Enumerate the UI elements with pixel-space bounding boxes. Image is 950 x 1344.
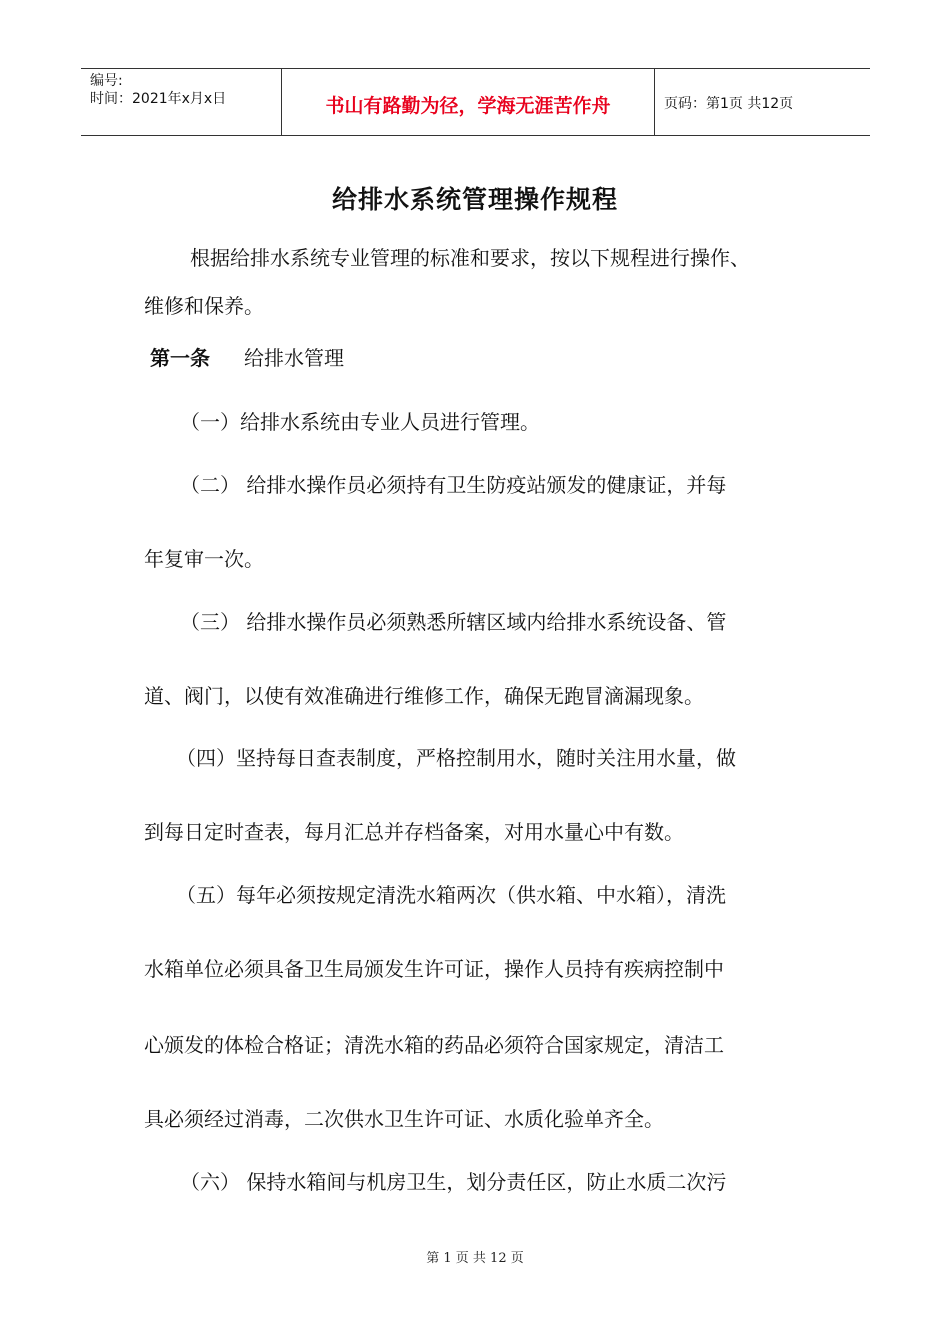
page-footer: 第 1 页 共 12 页 <box>426 1251 524 1266</box>
date-label: 时间：2021年x月x日 <box>90 91 227 107</box>
paragraph-line: （四）坚持每日查表制度，严格控制用水，随时关注用水量，做 <box>176 746 736 770</box>
page-info: 页码：第1页 共12页 <box>664 96 794 112</box>
intro-line-2: 维修和保养。 <box>144 294 264 318</box>
intro-line-1: 根据给排水系统专业管理的标准和要求，按以下规程进行操作、 <box>190 246 750 270</box>
paragraph-line: （六） 保持水箱间与机房卫生，划分责任区，防止水质二次污 <box>180 1170 727 1194</box>
motto-text: 书山有路勤为径，学海无涯苦作舟 <box>325 94 611 117</box>
article-heading <box>150 344 344 372</box>
paragraph-line: 心颁发的体检合格证；清洗水箱的药品必须符合国家规定，清洁工 <box>144 1033 724 1057</box>
header-page-cell <box>655 69 870 135</box>
paragraph-line: （一）给排水系统由专业人员进行管理。 <box>180 410 540 434</box>
header-motto-cell <box>282 69 655 135</box>
paragraph-line: 年复审一次。 <box>144 547 264 571</box>
header-meta-cell <box>81 69 282 135</box>
paragraph-line: （五）每年必须按规定清洗水箱两次（供水箱、中水箱），清洗 <box>176 883 726 907</box>
serial-number-label: 编号: <box>90 73 123 89</box>
paragraph-line: （二） 给排水操作员必须持有卫生防疫站颁发的健康证，并每 <box>180 473 727 497</box>
article-number: 第一条 <box>150 346 210 370</box>
paragraph-line: 水箱单位必须具备卫生局颁发生许可证，操作人员持有疾病控制中 <box>144 957 724 981</box>
page-header <box>81 68 870 136</box>
paragraph-line: 具必须经过消毒，二次供水卫生许可证、水质化验单齐全。 <box>144 1107 664 1131</box>
paragraph-line: （三） 给排水操作员必须熟悉所辖区域内给排水系统设备、管 <box>180 610 727 634</box>
article-title: 给排水管理 <box>244 346 344 370</box>
paragraph-line: 到每日定时查表，每月汇总并存档备案，对用水量心中有数。 <box>144 820 684 844</box>
document-title: 给排水系统管理操作规程 <box>331 185 618 214</box>
paragraph-line: 道、阀门，以使有效准确进行维修工作，确保无跑冒滴漏现象。 <box>144 684 704 708</box>
